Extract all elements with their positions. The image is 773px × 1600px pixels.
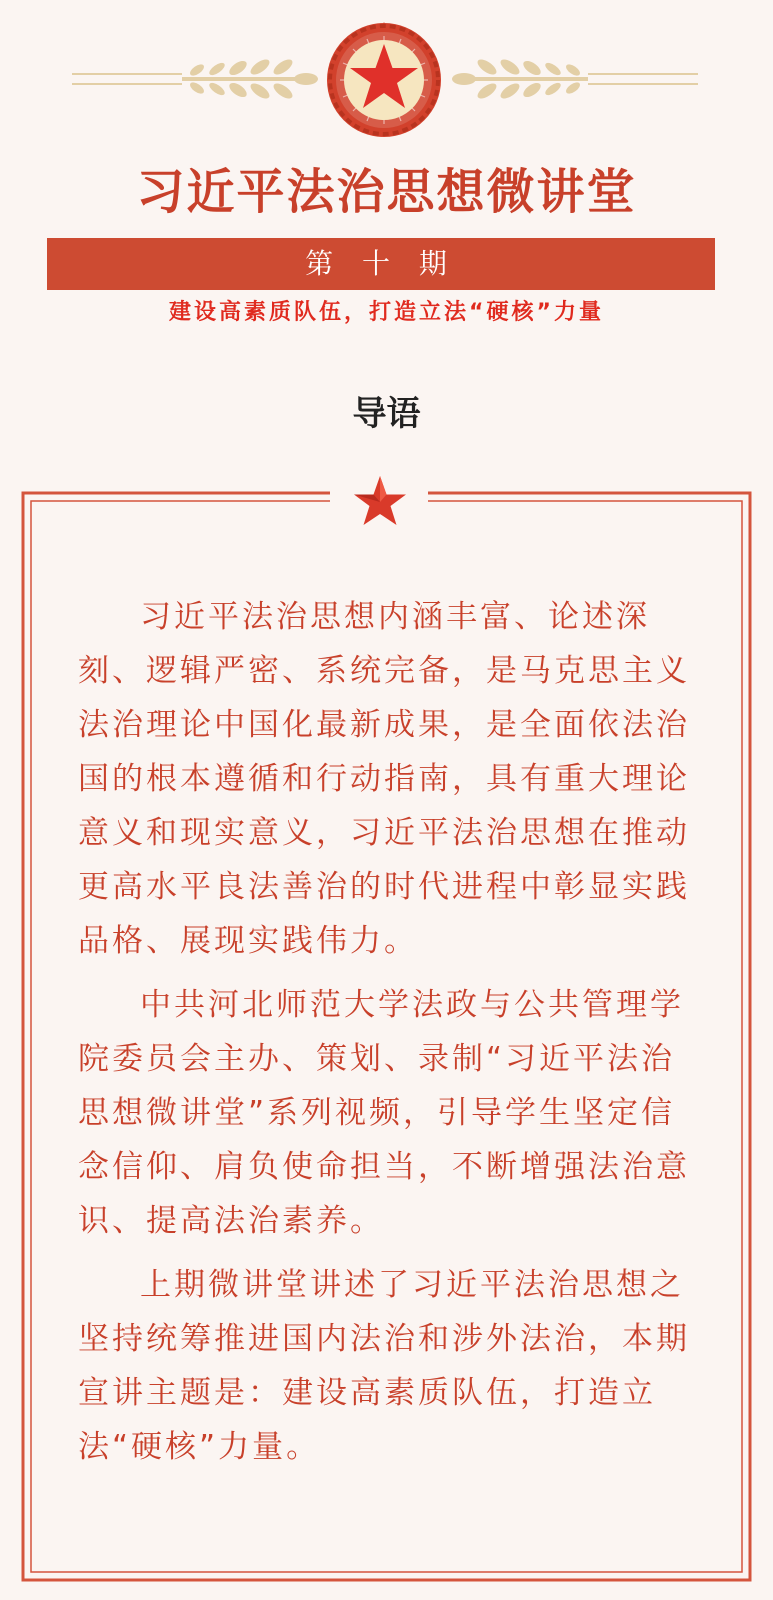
episode-subtitle: 建设高素质队伍，打造立法“硬核”力量 bbox=[169, 300, 604, 325]
wheat-right-icon bbox=[448, 54, 698, 104]
intro-paragraph-1: 习近平法治思想内涵丰富、论述深刻、逻辑严密、系统完备，是马克思主义法治理论中国化最新成果，是全面依法治国的根本遵循和行动指南，具有重大理论意义和现实意义，习近平法治思想在推动更高水平良法善治的时代进程中彰显实践品格、展现实践伟力。 bbox=[78, 599, 690, 959]
intro-text bbox=[78, 590, 698, 1484]
issue-number-banner: 第 十 期 bbox=[47, 238, 715, 290]
intro-paragraph-3: 上期微讲堂讲述了习近平法治思想之坚持统筹推进国内法治和涉外法治，本期宣讲主题是：建设高素质队伍，打造立法“硬核”力量。 bbox=[78, 1267, 690, 1465]
wheat-left-icon bbox=[72, 54, 322, 104]
intro-paragraph-2: 中共河北师范大学法政与公共管理学院委员会主办、策划、录制“习近平法治思想微讲堂”系列视频，引导学生坚定信念信仰、肩负使命担当，不断增强法治意识、提高法治素养。 bbox=[78, 987, 690, 1239]
page-title: 习近平法治思想微讲堂 bbox=[136, 164, 637, 220]
section-heading: 导语 bbox=[352, 394, 421, 434]
red-star-emblem-icon bbox=[326, 22, 442, 138]
star-icon bbox=[352, 474, 408, 530]
